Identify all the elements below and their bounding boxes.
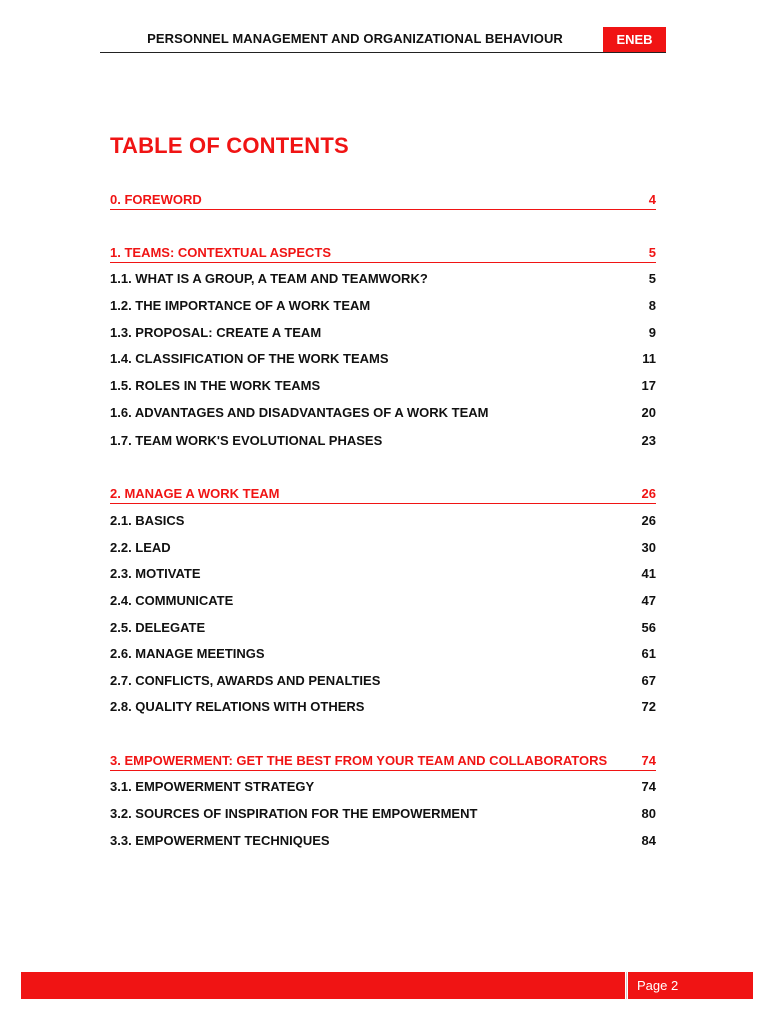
toc-subsection-entry[interactable] bbox=[110, 830, 656, 850]
toc-entry-label: 3. EMPOWERMENT: GET THE BEST FROM YOUR TEAM AND COLLABORATORS bbox=[110, 753, 608, 768]
toc-entry-page-number: 26 bbox=[641, 513, 656, 528]
toc-entry-page-number: 30 bbox=[641, 540, 656, 555]
toc-subsection-entry[interactable] bbox=[110, 295, 656, 315]
toc-entry-page-number: 9 bbox=[648, 325, 656, 340]
toc-subsection-entry[interactable] bbox=[110, 510, 656, 530]
toc-subsection-entry[interactable] bbox=[110, 537, 656, 557]
page-number-label: Page 2 bbox=[628, 972, 753, 999]
toc-subsection-entry[interactable] bbox=[110, 402, 656, 422]
toc-entry-page-number: 74 bbox=[641, 779, 656, 794]
toc-entry-label: 1.3. PROPOSAL: CREATE A TEAM bbox=[110, 325, 322, 340]
toc-subsection-entry[interactable] bbox=[110, 563, 656, 583]
toc-entry-page-number: 11 bbox=[642, 351, 656, 366]
toc-entry-label: 2.4. COMMUNICATE bbox=[110, 593, 234, 608]
toc-subsection-entry[interactable] bbox=[110, 696, 656, 716]
toc-entry-page-number: 61 bbox=[641, 646, 656, 661]
toc-subsection-entry[interactable] bbox=[110, 643, 656, 663]
toc-subsection-entry[interactable] bbox=[110, 375, 656, 395]
toc-subsection-entry[interactable] bbox=[110, 322, 656, 342]
toc-entry-label: 2.5. DELEGATE bbox=[110, 620, 206, 635]
toc-entry-label: 1.2. THE IMPORTANCE OF A WORK TEAM bbox=[110, 298, 371, 313]
toc-entry-label: 2.3. MOTIVATE bbox=[110, 566, 201, 581]
toc-entry-page-number: 5 bbox=[648, 245, 656, 260]
toc-subsection-entry[interactable] bbox=[110, 670, 656, 690]
toc-entry-page-number: 26 bbox=[641, 486, 656, 501]
toc-entry-page-number: 56 bbox=[641, 620, 656, 635]
toc-entry-page-number: 72 bbox=[641, 699, 656, 714]
toc-entry-label: 1.7. TEAM WORK'S EVOLUTIONAL PHASES bbox=[110, 433, 383, 448]
toc-entry-page-number: 67 bbox=[641, 673, 656, 688]
toc-entry-label: 1.4. CLASSIFICATION OF THE WORK TEAMS bbox=[110, 351, 389, 366]
eneb-badge: ENEB bbox=[603, 27, 666, 52]
toc-subsection-entry[interactable] bbox=[110, 268, 656, 288]
toc-entry-label: 2.8. QUALITY RELATIONS WITH OTHERS bbox=[110, 699, 365, 714]
toc-entry-page-number: 17 bbox=[641, 378, 656, 393]
toc-entry-page-number: 4 bbox=[648, 192, 656, 207]
toc-entry-label: 3.2. SOURCES OF INSPIRATION FOR THE EMPOWERMENT bbox=[110, 806, 478, 821]
toc-entry-page-number: 47 bbox=[641, 593, 656, 608]
toc-subsection-entry[interactable] bbox=[110, 348, 656, 368]
toc-entry-label: 0. FOREWORD bbox=[110, 192, 202, 207]
toc-entry-label: 2.2. LEAD bbox=[110, 540, 171, 555]
toc-entry-page-number: 20 bbox=[641, 405, 656, 420]
toc-subsection-entry[interactable] bbox=[110, 590, 656, 610]
toc-entry-page-number: 23 bbox=[641, 433, 656, 448]
toc-section-entry[interactable] bbox=[110, 242, 656, 263]
toc-subsection-entry[interactable] bbox=[110, 803, 656, 823]
toc-entry-label: 3.3. EMPOWERMENT TECHNIQUES bbox=[110, 833, 330, 848]
toc-entry-label: 1.6. ADVANTAGES AND DISADVANTAGES OF A WORK TEAM bbox=[110, 405, 489, 420]
footer-bar bbox=[21, 972, 625, 999]
toc-heading: TABLE OF CONTENTS bbox=[110, 133, 349, 158]
toc-entry-label: 2.6. MANAGE MEETINGS bbox=[110, 646, 265, 661]
toc-entry-page-number: 41 bbox=[641, 566, 656, 581]
toc-subsection-entry[interactable] bbox=[110, 430, 656, 450]
toc-entry-label: 1.5. ROLES IN THE WORK TEAMS bbox=[110, 378, 321, 393]
toc-entry-page-number: 8 bbox=[648, 298, 656, 313]
toc-entry-page-number: 80 bbox=[641, 806, 656, 821]
toc-entry-label: 2. MANAGE A WORK TEAM bbox=[110, 486, 280, 501]
toc-section-entry[interactable] bbox=[110, 483, 656, 504]
toc-entry-label: 2.1. BASICS bbox=[110, 513, 185, 528]
document-header-title: PERSONNEL MANAGEMENT AND ORGANIZATIONAL BEHAVIOUR bbox=[147, 31, 563, 46]
toc-entry-label: 2.7. CONFLICTS, AWARDS AND PENALTIES bbox=[110, 673, 381, 688]
toc-section-entry[interactable] bbox=[110, 750, 656, 771]
toc-subsection-entry[interactable] bbox=[110, 776, 656, 796]
toc-entry-label: 1. TEAMS: CONTEXTUAL ASPECTS bbox=[110, 245, 332, 260]
toc-section-entry[interactable] bbox=[110, 189, 656, 210]
toc-entry-page-number: 84 bbox=[641, 833, 656, 848]
toc-entry-label: 1.1. WHAT IS A GROUP, A TEAM AND TEAMWORK? bbox=[110, 271, 428, 286]
toc-subsection-entry[interactable] bbox=[110, 617, 656, 637]
header-divider bbox=[100, 52, 666, 53]
toc-entry-label: 3.1. EMPOWERMENT STRATEGY bbox=[110, 779, 315, 794]
toc-entry-page-number: 74 bbox=[641, 753, 656, 768]
footer-divider bbox=[626, 972, 627, 999]
toc-entry-page-number: 5 bbox=[648, 271, 656, 286]
